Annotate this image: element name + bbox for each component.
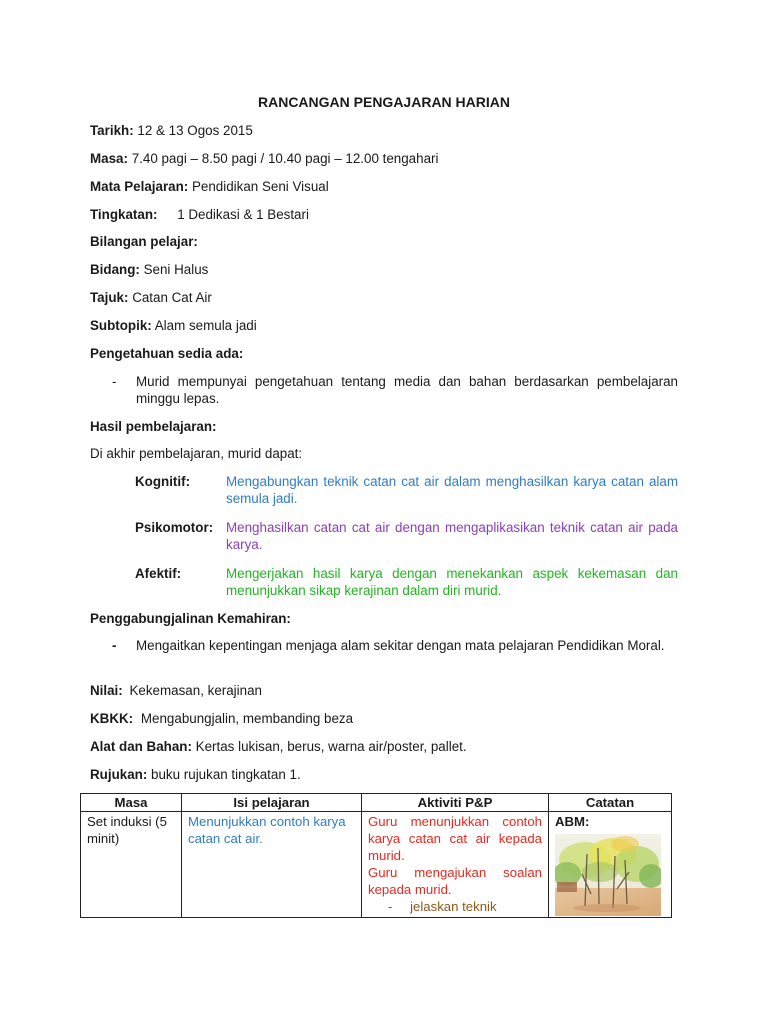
field-label: KBKK: bbox=[90, 711, 134, 726]
field-value: buku rujukan tingkatan 1. bbox=[151, 767, 301, 782]
field-kbkk bbox=[90, 710, 353, 727]
field-label: Rujukan: bbox=[90, 767, 148, 782]
field-label: Subtopik: bbox=[90, 318, 152, 333]
field-tarikh bbox=[90, 122, 253, 139]
field-tingkatan bbox=[90, 206, 309, 223]
cell-catatan bbox=[549, 812, 672, 918]
field-label: Masa: bbox=[90, 151, 128, 166]
hasil-heading: Hasil pembelajaran: bbox=[90, 419, 217, 434]
lesson-activity-table bbox=[80, 793, 672, 918]
sub-bullet-text: jelaskan teknik bbox=[410, 899, 497, 914]
header-isi-pelajaran: Isi pelajaran bbox=[182, 794, 362, 812]
field-tajuk bbox=[90, 289, 212, 306]
table-row bbox=[81, 812, 672, 918]
field-rujukan bbox=[90, 766, 301, 783]
cell-isi-pelajaran bbox=[182, 812, 362, 918]
field-alat-dan-bahan bbox=[90, 738, 467, 755]
objective-label: Psikomotor: bbox=[135, 520, 214, 535]
sub-bullet-dash: - bbox=[388, 899, 393, 914]
field-label: Mata Pelajaran: bbox=[90, 179, 189, 194]
cell-masa bbox=[81, 812, 182, 918]
hasil-intro: Di akhir pembelajaran, murid dapat: bbox=[90, 446, 303, 461]
header-catatan: Catatan bbox=[549, 794, 672, 812]
field-bilangan-pelajar bbox=[90, 233, 198, 250]
isi-text: Menunjukkan contoh karya catan cat air. bbox=[188, 814, 346, 846]
objective-text: Mengerjakan hasil karya dengan menekankan aspek kekemasan dan menunjukkan sikap kerajinan dalam diri murid. bbox=[226, 566, 678, 598]
page-title: RANCANGAN PENGAJARAN HARIAN bbox=[257, 94, 510, 110]
field-masa bbox=[90, 150, 438, 167]
bullet-dash: - bbox=[112, 638, 117, 653]
bullet-text: Mengaitkan kepentingan menjaga alam sekitar dengan mata pelajaran Pendidikan Moral. bbox=[136, 638, 665, 653]
aktiviti-text-1: Guru menunjukkan contoh karya catan cat air kepada murid. bbox=[368, 814, 542, 863]
field-value: 1 Dedikasi & 1 Bestari bbox=[177, 207, 309, 222]
cell-aktiviti bbox=[362, 812, 549, 918]
header-aktiviti: Aktiviti P&P bbox=[362, 794, 549, 812]
objective-label: Kognitif: bbox=[135, 474, 191, 489]
field-value: Catan Cat Air bbox=[132, 290, 212, 305]
field-label: Tingkatan: bbox=[90, 207, 158, 222]
field-value: Kekemasan, kerajinan bbox=[129, 683, 262, 698]
field-value: Alam semula jadi bbox=[154, 318, 257, 333]
field-bidang bbox=[90, 261, 208, 278]
bullet-text: Murid mempunyai pengetahuan tentang media dan bahan berdasarkan pembelajaran minggu lepas. bbox=[136, 374, 678, 406]
aktiviti-sub-item bbox=[368, 898, 542, 915]
field-label: Bilangan pelajar: bbox=[90, 234, 198, 249]
field-value: Seni Halus bbox=[143, 262, 209, 277]
field-mata-pelajaran bbox=[90, 178, 329, 195]
field-label: Alat dan Bahan: bbox=[90, 739, 192, 754]
field-value: Mengabungjalin, membanding beza bbox=[140, 711, 354, 726]
field-value: 7.40 pagi – 8.50 pagi / 10.40 pagi – 12.00 tengahari bbox=[131, 151, 439, 166]
field-value: 12 & 13 Ogos 2015 bbox=[137, 123, 253, 138]
bullet-dash: - bbox=[112, 374, 117, 389]
table-header-row bbox=[81, 794, 672, 812]
pengetahuan-heading: Pengetahuan sedia ada: bbox=[90, 346, 244, 361]
field-nilai bbox=[90, 682, 262, 699]
field-label: Tarikh: bbox=[90, 123, 134, 138]
field-value: Pendidikan Seni Visual bbox=[191, 179, 329, 194]
objective-text: Mengabungkan teknik catan cat air dalam menghasilkan karya catan alam semula jadi. bbox=[226, 474, 678, 506]
aktiviti-text-2: Guru mengajukan soalan kepada murid. bbox=[368, 865, 542, 897]
field-label: Nilai: bbox=[90, 683, 123, 698]
watercolor-painting-image bbox=[555, 834, 661, 916]
abm-label: ABM: bbox=[555, 814, 590, 829]
masa-text: Set induksi (5 minit) bbox=[87, 814, 167, 846]
field-label: Tajuk: bbox=[90, 290, 129, 305]
field-subtopik bbox=[90, 317, 257, 334]
objective-label: Afektif: bbox=[135, 566, 182, 581]
field-label: Bidang: bbox=[90, 262, 140, 277]
penggabungjalinan-heading: Penggabungjalinan Kemahiran: bbox=[90, 611, 291, 626]
header-masa: Masa bbox=[81, 794, 182, 812]
objective-text: Menghasilkan catan cat air dengan mengaplikasikan teknik catan air pada karya. bbox=[226, 520, 678, 552]
field-value: Kertas lukisan, berus, warna air/poster, pallet. bbox=[195, 739, 467, 754]
